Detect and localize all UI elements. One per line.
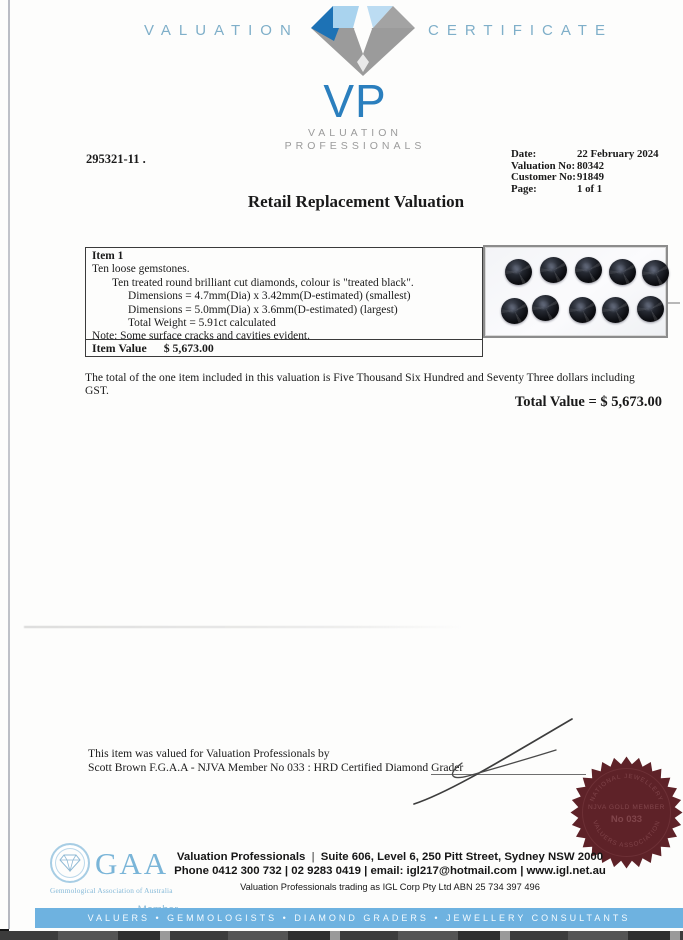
diamond-logo-icon xyxy=(303,2,421,80)
logo-subtitle-professionals: PROFESSIONALS xyxy=(284,140,426,152)
item-line: Ten treated round brilliant cut diamonds, colour is "treated black". xyxy=(112,276,414,289)
black-diamond-stone xyxy=(532,295,559,321)
valuation-summary-text: The total of the one item included in this valuation is Five Thousand Six Hundred and Seventy Three dollars including GST. xyxy=(85,371,635,397)
item-description-box xyxy=(85,247,483,357)
meta-label: Valuation No: xyxy=(511,159,576,172)
black-diamond-stone xyxy=(540,257,567,283)
gaa-association-name: Gemmological Association of Australia xyxy=(50,886,173,895)
vp-logo-initials: VP xyxy=(323,75,387,127)
black-diamond-stone xyxy=(569,297,596,323)
scanner-bed-band xyxy=(0,931,683,940)
scan-dash-artifact xyxy=(666,302,680,304)
footer-trading-line: Valuation Professionals trading as IGL Corp Pty Ltd ABN 25 734 397 496 xyxy=(240,882,540,892)
item-line: Ten loose gemstones. xyxy=(92,263,190,276)
black-diamond-stone xyxy=(505,259,532,285)
footer-contact-block xyxy=(130,851,650,892)
meta-label: Customer No: xyxy=(511,171,576,184)
item-heading: Item 1 xyxy=(92,250,124,262)
footer-banner xyxy=(35,908,683,928)
footer-banner-text: VALUERS • GEMMOLOGISTS • DIAMOND GRADERS • JEWELLERY CONSULTANTS xyxy=(87,913,631,923)
footer-separator: | xyxy=(311,851,315,863)
gaa-initials: GAA xyxy=(95,845,169,881)
item-value-label: Item Value xyxy=(92,341,147,355)
gaa-badge-icon xyxy=(50,843,90,883)
meta-value: 22 February 2024 xyxy=(577,148,659,160)
black-diamond-stone xyxy=(602,297,629,323)
meta-label: Page: xyxy=(511,182,537,195)
black-diamond-stone xyxy=(609,259,636,285)
meta-value: 80342 xyxy=(577,159,604,172)
meta-table xyxy=(511,149,659,195)
item-line: Total Weight = 5.91ct calculated xyxy=(128,317,276,330)
meta-value: 91849 xyxy=(577,171,604,184)
footer-phone-email-line: Phone 0412 300 732 | 02 9283 0419 | email: igl217@hotmail.com | www.igl.net.au xyxy=(174,865,606,877)
footer-company-address xyxy=(130,851,650,863)
footer-company-name: Valuation Professionals xyxy=(176,851,306,863)
item-line: Dimensions = 4.7mm(Dia) x 3.42mm(D-estimated) (smallest) xyxy=(128,290,411,303)
reference-number: 295321-11 . xyxy=(86,152,146,166)
gemstones-photo xyxy=(483,245,668,338)
seal-arc-top-text: NATIONAL JEWELLERY xyxy=(588,772,665,803)
valuer-credentials-line: Scott Brown F.G.A.A - NJVA Member No 033 : HRD Certified Diamond Grader xyxy=(88,761,464,774)
black-diamond-stone xyxy=(501,298,528,324)
item-body xyxy=(86,248,482,343)
header-certificate-word: CERTIFICATE xyxy=(428,22,613,39)
handwritten-signature xyxy=(398,710,594,808)
black-diamond-stone xyxy=(637,296,664,322)
gaa-diamond-icon xyxy=(59,854,81,872)
total-value: Total Value = $ 5,673.00 xyxy=(514,394,662,410)
item-value-amount: $ 5,673.00 xyxy=(163,341,214,355)
scan-fold-artifact xyxy=(24,626,462,628)
black-diamond-stone xyxy=(575,257,602,283)
document-title: Retail Replacement Valuation xyxy=(247,192,465,211)
meta-value: 1 of 1 xyxy=(577,182,603,195)
meta-row-date xyxy=(511,149,659,161)
item-note: Note: Some surface cracks and cavities evident. xyxy=(92,330,310,343)
footer-address: Suite 606, Level 6, 250 Pitt Street, Sydney NSW 2000 xyxy=(320,851,604,863)
seal-member-text: NJVA GOLD MEMBER xyxy=(588,804,665,811)
item-line: Dimensions = 5.0mm(Dia) x 3.6mm(D-estimated) (largest) xyxy=(128,303,398,316)
seal-arc-bottom-text: VALUERS ASSOCIATION xyxy=(591,819,662,850)
logo-subtitle-valuation: VALUATION xyxy=(308,127,402,139)
meta-label: Date: xyxy=(511,148,537,160)
valued-by-line: This item was valued for Valuation Professionals by xyxy=(88,747,330,760)
header-valuation-word: VALUATION xyxy=(144,22,299,39)
black-diamond-stone xyxy=(642,260,669,286)
seal-number-text: No 033 xyxy=(610,814,643,825)
